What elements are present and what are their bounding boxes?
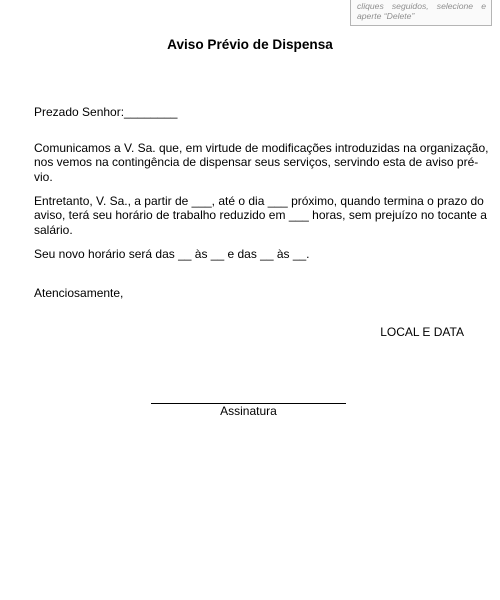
paragraph1-line-1: Comunicamos a V. Sa. que, em virtude de modificações introduzidas na organização,	[34, 141, 489, 155]
location-date: LOCAL E DATA	[380, 325, 464, 339]
salutation: Prezado Senhor:________	[34, 105, 178, 119]
paragraph-reduced-hours	[34, 194, 487, 237]
document-title: Aviso Prévio de Dispensa	[167, 37, 333, 52]
signature-label: Assinatura	[220, 404, 277, 418]
paragraph2-line-1: Entretanto, V. Sa., a partir de ___, até o dia ___ próximo, quando termina o prazo do	[34, 194, 484, 208]
paragraph2-line-3: salário.	[34, 222, 73, 237]
paragraph1-line-3: vio.	[34, 169, 53, 184]
note-line-2: cliques seguidos, selecione e	[357, 0, 486, 11]
paragraph2-line-2: aviso, terá seu horário de trabalho reduzido em ___ horas, sem prejuízo no tocante a	[34, 208, 487, 223]
closing: Atenciosamente,	[34, 286, 124, 300]
paragraph1-line-2: nos vemos na contingência de dispensar seus serviços, servindo esta de aviso pré-	[34, 155, 479, 170]
note-line-3: aperte “Delete”	[357, 11, 415, 21]
instruction-note	[350, 0, 492, 26]
paragraph-new-schedule: Seu novo horário será das __ às __ e das __ às __.	[34, 247, 310, 261]
paragraph-dismissal-notice	[34, 141, 489, 184]
